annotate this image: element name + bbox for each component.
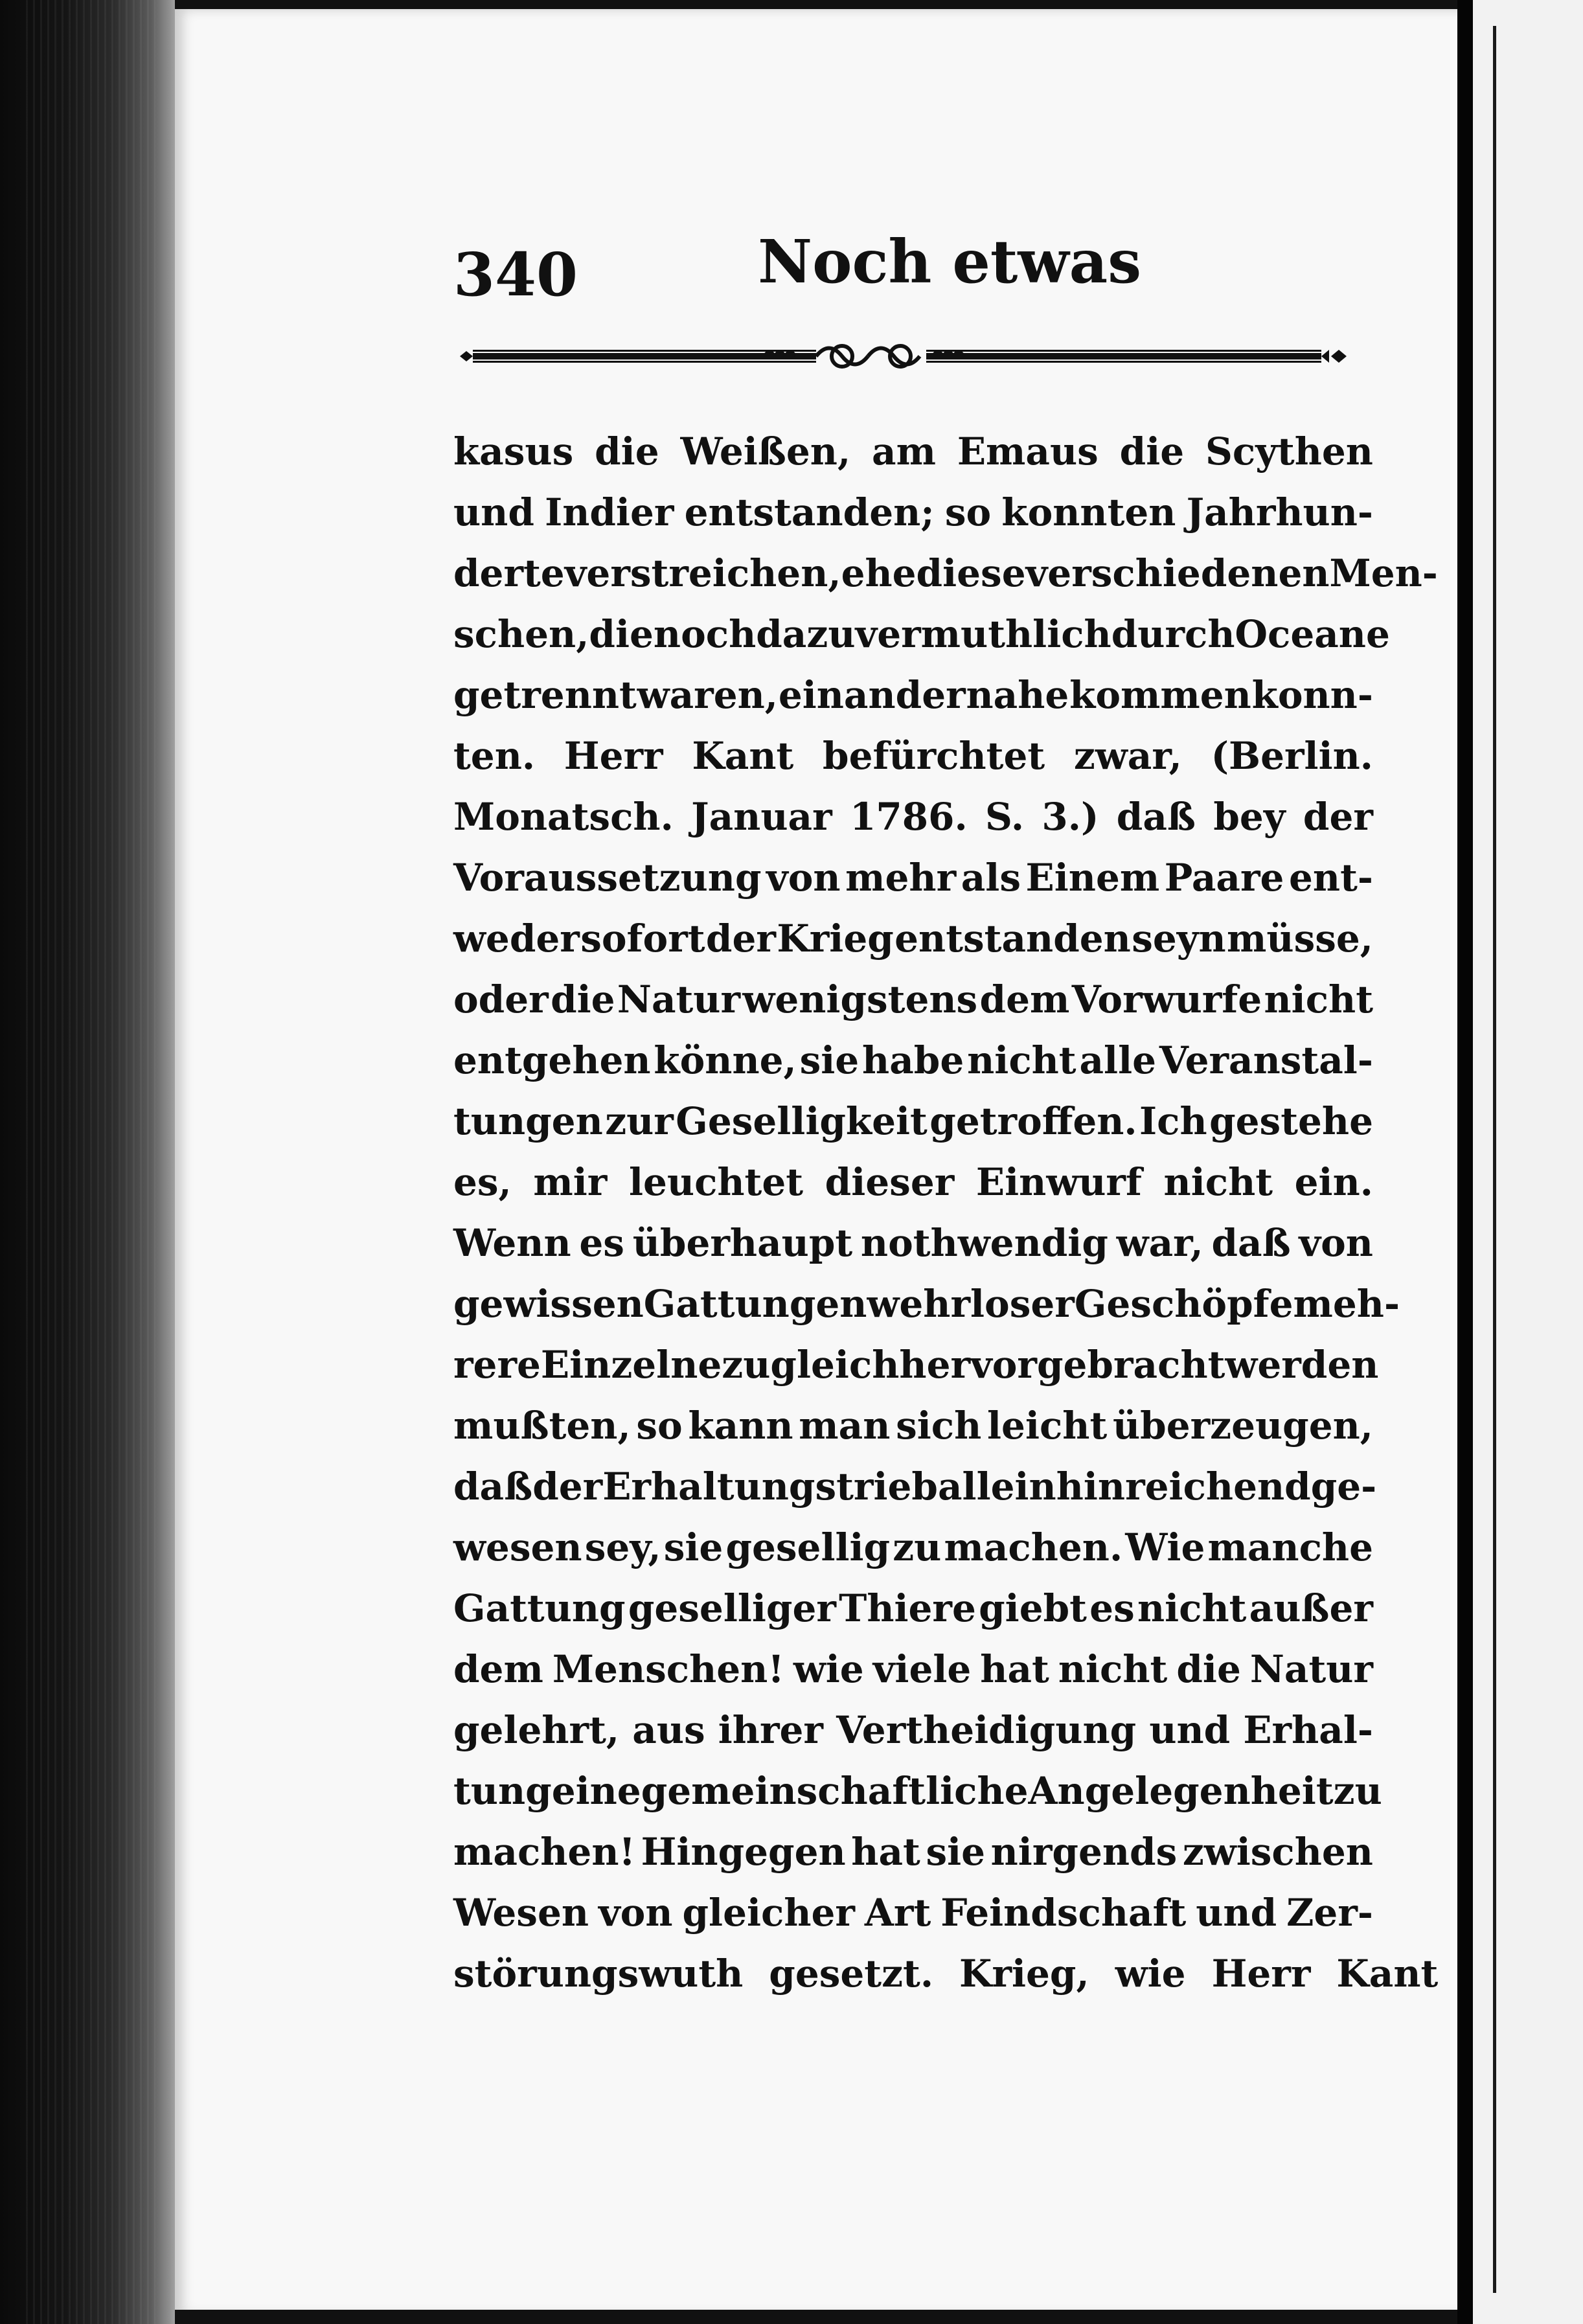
word: getroffen. (929, 1099, 1137, 1143)
word: vermuthlich (855, 612, 1111, 656)
word: verstreichen, (564, 551, 841, 595)
word: Geschöpfe (1074, 1282, 1293, 1326)
word: hat (851, 1830, 920, 1874)
word: noch (653, 612, 757, 656)
word: so (636, 1404, 683, 1448)
word: die (1176, 1647, 1241, 1691)
word: am (872, 429, 936, 473)
word: Veranstal- (1159, 1038, 1373, 1082)
word: es, (453, 1160, 512, 1204)
word: leuchtet (628, 1160, 804, 1204)
word: Paare (1164, 856, 1284, 900)
word: kommen (1069, 673, 1251, 717)
word: Wesen (453, 1891, 589, 1935)
word: nicht (1137, 1586, 1247, 1630)
word: Natur (617, 977, 741, 1021)
word: durch (1111, 612, 1235, 656)
word: aus (632, 1708, 705, 1752)
text-line (453, 1334, 1379, 1395)
word: nicht (1058, 1647, 1168, 1691)
word: zwar, (1073, 734, 1182, 778)
text-line (453, 725, 1373, 786)
text-line (453, 1760, 1382, 1821)
word: hinreichend (1056, 1464, 1311, 1509)
word: kasus (453, 429, 574, 473)
word: ten. (453, 734, 536, 778)
word: gleicher (682, 1891, 855, 1935)
word: Erhal- (1243, 1708, 1373, 1752)
body-text (453, 421, 1439, 2004)
word: tungen (453, 1099, 603, 1143)
word: ehe (841, 551, 917, 595)
word: verschiedenen (1025, 551, 1330, 595)
text-line (453, 543, 1438, 604)
word: daß (453, 1464, 533, 1509)
word: Wie (1125, 1525, 1205, 1569)
word: (Berlin. (1211, 734, 1373, 778)
word: so (944, 490, 992, 534)
word: einander (778, 673, 966, 717)
word: Vertheidigung (836, 1708, 1137, 1752)
word: Kant (692, 734, 794, 778)
word: mehr (845, 856, 957, 900)
word: Zer- (1286, 1891, 1373, 1935)
word: Wenn (453, 1221, 571, 1265)
word: wenigstens (742, 977, 978, 1021)
word: Einwurf (975, 1160, 1142, 1204)
word: mir (533, 1160, 608, 1204)
word: giebt (979, 1586, 1087, 1630)
word: Krieg, (959, 1952, 1089, 1996)
word: meh- (1293, 1282, 1400, 1326)
word: Gattungen (643, 1282, 867, 1326)
text-line (453, 1152, 1373, 1213)
scan-bottom-border (175, 2310, 1464, 2324)
page-gutter-edge (1457, 0, 1473, 2324)
word: dieser (825, 1160, 955, 1204)
word: die (589, 612, 654, 656)
word: von (1299, 1221, 1373, 1265)
text-line (453, 1091, 1373, 1152)
word: sie (926, 1830, 986, 1874)
word: Oceane (1235, 612, 1390, 656)
word: entstanden; (684, 490, 935, 534)
word: und (453, 490, 534, 534)
text-line (453, 786, 1373, 847)
word: gelehrt, (453, 1708, 620, 1752)
facing-page-sliver (1473, 0, 1583, 2324)
word: nothwendig (860, 1221, 1108, 1265)
word: gesetzt. (769, 1952, 934, 1996)
word: nicht (1163, 1160, 1273, 1204)
text-line (453, 665, 1373, 725)
word: gestehe (1209, 1099, 1373, 1143)
text-line (453, 1821, 1373, 1882)
word: manche (1207, 1525, 1373, 1569)
text-line (453, 1882, 1373, 1943)
word: dazu (756, 612, 856, 656)
word: Januar (691, 795, 832, 839)
text-line (453, 1456, 1377, 1517)
word: Jahrhun- (1186, 490, 1373, 534)
word: Emaus (957, 429, 1099, 473)
text-line (453, 969, 1373, 1030)
word: seyn (1132, 917, 1226, 961)
page-number: 340 (453, 240, 578, 310)
word: Erhaltungstrieb (602, 1464, 938, 1509)
text-line (453, 1639, 1373, 1700)
word: von (766, 856, 841, 900)
word: oder (453, 977, 549, 1021)
text-line (453, 908, 1373, 969)
word: Kant (1336, 1952, 1439, 1996)
text-line (453, 1943, 1439, 2004)
word: Art (864, 1891, 931, 1935)
decorative-rule-icon (453, 337, 1347, 376)
word: überzeugen, (1112, 1404, 1373, 1448)
word: nahe (966, 673, 1069, 717)
word: Angelegenheit (1028, 1769, 1334, 1813)
word: leicht (987, 1404, 1108, 1448)
word: Gattung (453, 1586, 626, 1630)
word: zugleich (722, 1343, 900, 1387)
word: Einzelne (540, 1343, 722, 1387)
word: befürchtet (823, 734, 1045, 778)
word: war, (1116, 1221, 1203, 1265)
text-line (453, 847, 1373, 908)
text-line (453, 1030, 1373, 1091)
word: 3.) (1042, 795, 1099, 839)
word: Herr (1211, 1952, 1311, 1996)
text-line (453, 1517, 1373, 1578)
word: habe (862, 1038, 964, 1082)
word: ein. (1294, 1160, 1373, 1204)
word: Indier (545, 490, 674, 534)
word: und (1149, 1708, 1231, 1752)
word: wie (1115, 1952, 1186, 1996)
word: eine (551, 1769, 641, 1813)
word: zur (605, 1099, 674, 1143)
running-head: Noch etwas (758, 227, 1142, 297)
text-line (453, 1700, 1373, 1760)
word: Einem (1025, 856, 1160, 900)
word: gewissen (453, 1282, 644, 1326)
word: Herr (564, 734, 663, 778)
word: konn- (1251, 673, 1373, 717)
word: weder (453, 917, 580, 961)
word: müsse, (1227, 917, 1373, 961)
word: 1786. (850, 795, 968, 839)
word: entstanden (894, 917, 1131, 961)
word: Vorwurfe (1071, 977, 1262, 1021)
text-line (453, 421, 1373, 482)
word: dem (979, 977, 1070, 1021)
word: nirgends (990, 1830, 1178, 1874)
word: Krieg (777, 917, 894, 961)
word: wesen (453, 1525, 582, 1569)
word: die (595, 429, 659, 473)
word: getrennt (453, 673, 637, 717)
word: ent- (1289, 856, 1373, 900)
word: Scythen (1205, 429, 1373, 473)
text-line (453, 1578, 1373, 1639)
word: Ich (1139, 1099, 1207, 1143)
word: bey (1213, 795, 1286, 839)
word: Monatsch. (453, 795, 674, 839)
word: und (1196, 1891, 1277, 1935)
word: sie (799, 1038, 860, 1082)
text-line (453, 1395, 1373, 1456)
word: dem (453, 1647, 543, 1691)
book-spine-texture (26, 0, 155, 2324)
word: könne, (654, 1038, 797, 1082)
word: machen! (453, 1830, 635, 1874)
word: hat (980, 1647, 1049, 1691)
word: Geselligkeit (676, 1099, 928, 1143)
word: wie (793, 1647, 864, 1691)
word: Thiere (839, 1586, 976, 1630)
word: schen, (453, 612, 589, 656)
word: sey, (584, 1525, 661, 1569)
word: diese (916, 551, 1026, 595)
word: störungswuth (453, 1952, 744, 1996)
text-line (453, 1213, 1373, 1273)
word: Feindschaft (940, 1891, 1187, 1935)
word: gesellig (725, 1525, 891, 1569)
word: zwischen (1182, 1830, 1373, 1874)
word: nicht (967, 1038, 1076, 1082)
word: die (1119, 429, 1185, 473)
word: hervorgebracht (899, 1343, 1225, 1387)
word: Natur (1249, 1647, 1373, 1691)
word: von (598, 1891, 673, 1935)
word: zu (1333, 1769, 1382, 1813)
word: es (579, 1221, 624, 1265)
word: Weißen, (680, 429, 851, 473)
facing-page-edge-line (1493, 26, 1496, 2293)
word: wehrloser (867, 1282, 1075, 1326)
word: der (705, 917, 776, 961)
word: der (1303, 795, 1373, 839)
word: gemeinschaftliche (641, 1769, 1029, 1813)
word: konnten (1001, 490, 1176, 534)
word: mußten, (453, 1404, 631, 1448)
word: kann (688, 1404, 793, 1448)
word: Men- (1329, 551, 1438, 595)
word: die (551, 977, 615, 1021)
word: tung (453, 1769, 552, 1813)
word: es (1089, 1586, 1135, 1630)
word: nicht (1264, 977, 1373, 1021)
text-line (453, 604, 1390, 665)
word: man (799, 1404, 891, 1448)
word: rere (453, 1343, 541, 1387)
scan-top-border (175, 0, 1464, 9)
word: geselliger (628, 1586, 836, 1630)
word: daß (1116, 795, 1196, 839)
word: ge- (1310, 1464, 1377, 1509)
word: außer (1249, 1586, 1373, 1630)
text-line (453, 482, 1373, 543)
word: derte (453, 551, 565, 595)
word: allein (937, 1464, 1056, 1509)
word: der (532, 1464, 603, 1509)
word: ihrer (718, 1708, 823, 1752)
word: werden (1225, 1343, 1379, 1387)
word: überhaupt (632, 1221, 853, 1265)
word: sie (663, 1525, 723, 1569)
word: als (961, 856, 1021, 900)
word: viele (872, 1647, 972, 1691)
word: Hingegen (641, 1830, 846, 1874)
word: Voraussetzung (453, 856, 762, 900)
word: machen. (944, 1525, 1123, 1569)
word: S. (985, 795, 1025, 839)
word: Menschen! (552, 1647, 784, 1691)
word: entgehen (453, 1038, 651, 1082)
word: daß (1211, 1221, 1291, 1265)
word: alle (1079, 1038, 1157, 1082)
word: waren, (637, 673, 778, 717)
word: sich (896, 1404, 982, 1448)
word: sofort (580, 917, 705, 961)
text-line (453, 1273, 1400, 1334)
word: zu (893, 1525, 942, 1569)
